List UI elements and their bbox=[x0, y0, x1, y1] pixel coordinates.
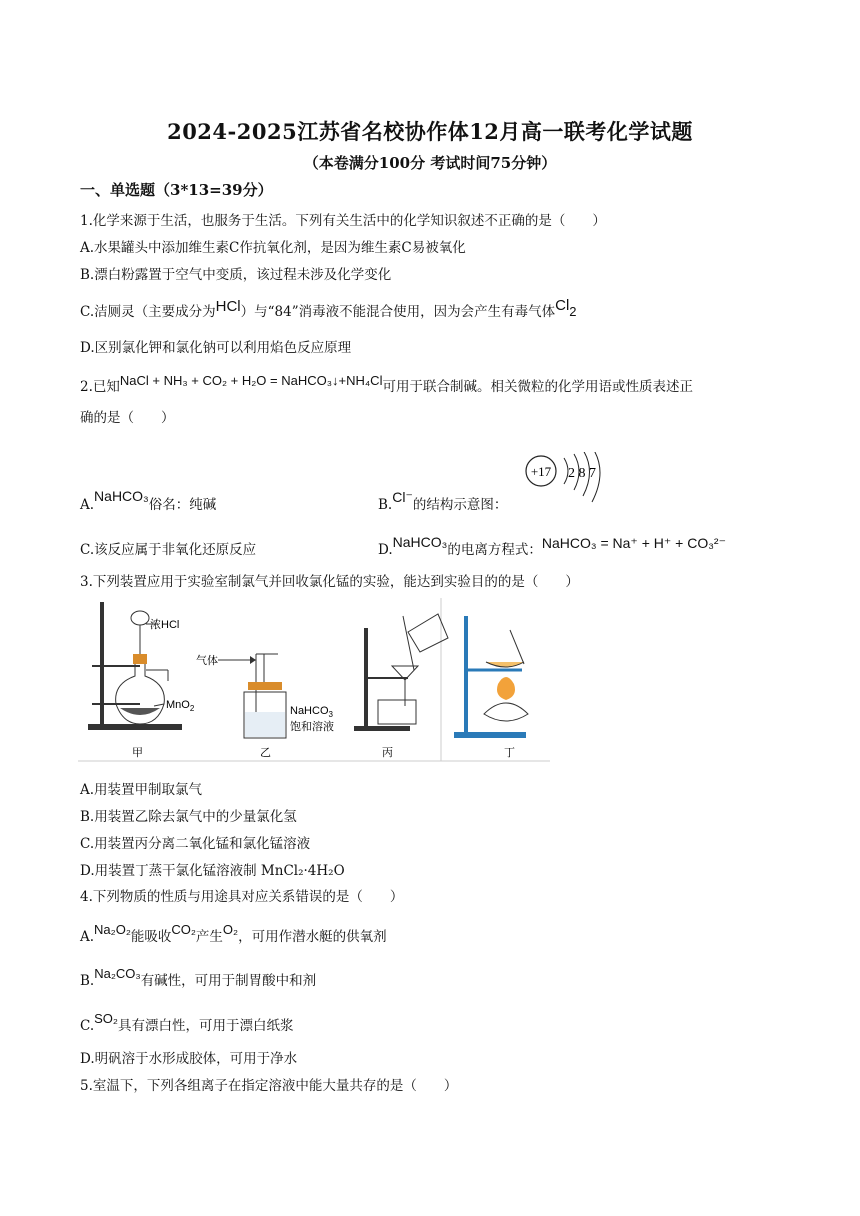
nucleus-charge: +17 bbox=[530, 464, 552, 479]
q3-apparatus-figure bbox=[78, 596, 552, 764]
svg-text:丁: 丁 bbox=[504, 747, 515, 759]
svg-text:饱和溶液: 饱和溶液 bbox=[290, 721, 334, 733]
q2-stem-line2: 确的是（ ） bbox=[80, 410, 175, 426]
q1-option-d: D.区别氯化钾和氯化钠可以利用焰色反应原理 bbox=[80, 340, 352, 356]
q1-option-a: A.水果罐头中添加维生素C作抗氧化剂，是因为维生素C易被氧化 bbox=[80, 240, 466, 256]
chlorine-ion-structure-diagram bbox=[520, 452, 610, 510]
electron-shells: 2 8 7 bbox=[568, 466, 596, 481]
svg-text:MnO2: MnO$_2$ bbox=[166, 699, 195, 713]
q3-option-a: A.用装置甲制取氯气 bbox=[80, 782, 203, 798]
q2-option-a: A.NaHCO₃俗名：纯碱 bbox=[80, 488, 217, 513]
svg-text:浓HCl: 浓HCl bbox=[150, 619, 180, 631]
q4-option-d: D.明矾溶于水形成胶体，可用于净水 bbox=[80, 1051, 298, 1067]
svg-text:乙: 乙 bbox=[260, 747, 271, 759]
apparatus-ding bbox=[454, 616, 528, 759]
q2-option-b: B.Cl⁻的结构示意图： bbox=[378, 489, 508, 513]
q4-stem: 4.下列物质的性质与用途具对应关系错误的是（ ） bbox=[80, 889, 404, 905]
q1-option-b: B.漂白粉露置于空气中变质，该过程未涉及化学变化 bbox=[80, 267, 392, 283]
apparatus-jia bbox=[88, 602, 195, 759]
svg-text:气体: 气体 bbox=[196, 655, 218, 667]
q1-option-c: C.洁厕灵（主要成分为HCl）与“84”消毒液不能混合使用，因为会产生有毒气体$Cl_2$ bbox=[80, 297, 577, 320]
q3-option-c: C.用装置丙分离二氧化锰和氯化锰溶液 bbox=[80, 836, 311, 852]
q3-option-d: D.用装置丁蒸干氯化锰溶液制 MnCl₂·4H₂O bbox=[80, 863, 345, 879]
q4-option-a: A.Na₂O₂能吸收CO₂产生O₂，可用作潜水艇的供氧剂 bbox=[80, 922, 387, 945]
q2-equation: NaCl + NH₃ + CO₂ + H₂O = NaHCO₃↓+NH₄Cl bbox=[119, 373, 383, 388]
q5-stem: 5.室温下，下列各组离子在指定溶液中能大量共存的是（ ） bbox=[80, 1078, 458, 1094]
page-subtitle: （本卷满分100分 考试时间75分钟） bbox=[303, 154, 557, 172]
q4-option-b: B.Na₂CO₃有碱性，可用于制胃酸中和剂 bbox=[80, 966, 317, 989]
svg-text:甲: 甲 bbox=[132, 747, 143, 759]
apparatus-yi bbox=[196, 653, 334, 759]
q3-stem: 3.下列装置应用于实验室制氯气并回收氯化锰的实验，能达到实验目的的是（ ） bbox=[80, 574, 579, 590]
section-heading: 一、单选题（3*13=39分） bbox=[80, 181, 273, 199]
q2-option-c: C.该反应属于非氧化还原反应 bbox=[80, 542, 257, 558]
page-title: 2024-2025江苏省名校协作体12月高一联考化学试题 bbox=[167, 119, 693, 144]
svg-text:NaHCO3: NaHCO$_3$ bbox=[290, 705, 333, 719]
svg-text:丙: 丙 bbox=[382, 747, 393, 759]
q1-stem: 1.化学来源于生活，也服务于生活。下列有关生活中的化学知识叙述不正确的是（ ） bbox=[80, 213, 606, 229]
q4-option-c: C.SO₂具有漂白性，可用于漂白纸浆 bbox=[80, 1011, 294, 1034]
q2-option-d: D.NaHCO₃的电离方程式：NaHCO₃ = Na⁺ + H⁺ + CO₃²⁻ bbox=[378, 534, 726, 558]
q2-stem: 2.已知NaCl + NH₃ + CO₂ + H₂O = NaHCO₃↓+NH₄Cl可用于联合制碱。相关微粒的化学用语或性质表述正 bbox=[80, 373, 693, 395]
q3-option-b: B.用装置乙除去氯气中的少量氯化氢 bbox=[80, 809, 297, 825]
apparatus-bing bbox=[354, 614, 448, 759]
